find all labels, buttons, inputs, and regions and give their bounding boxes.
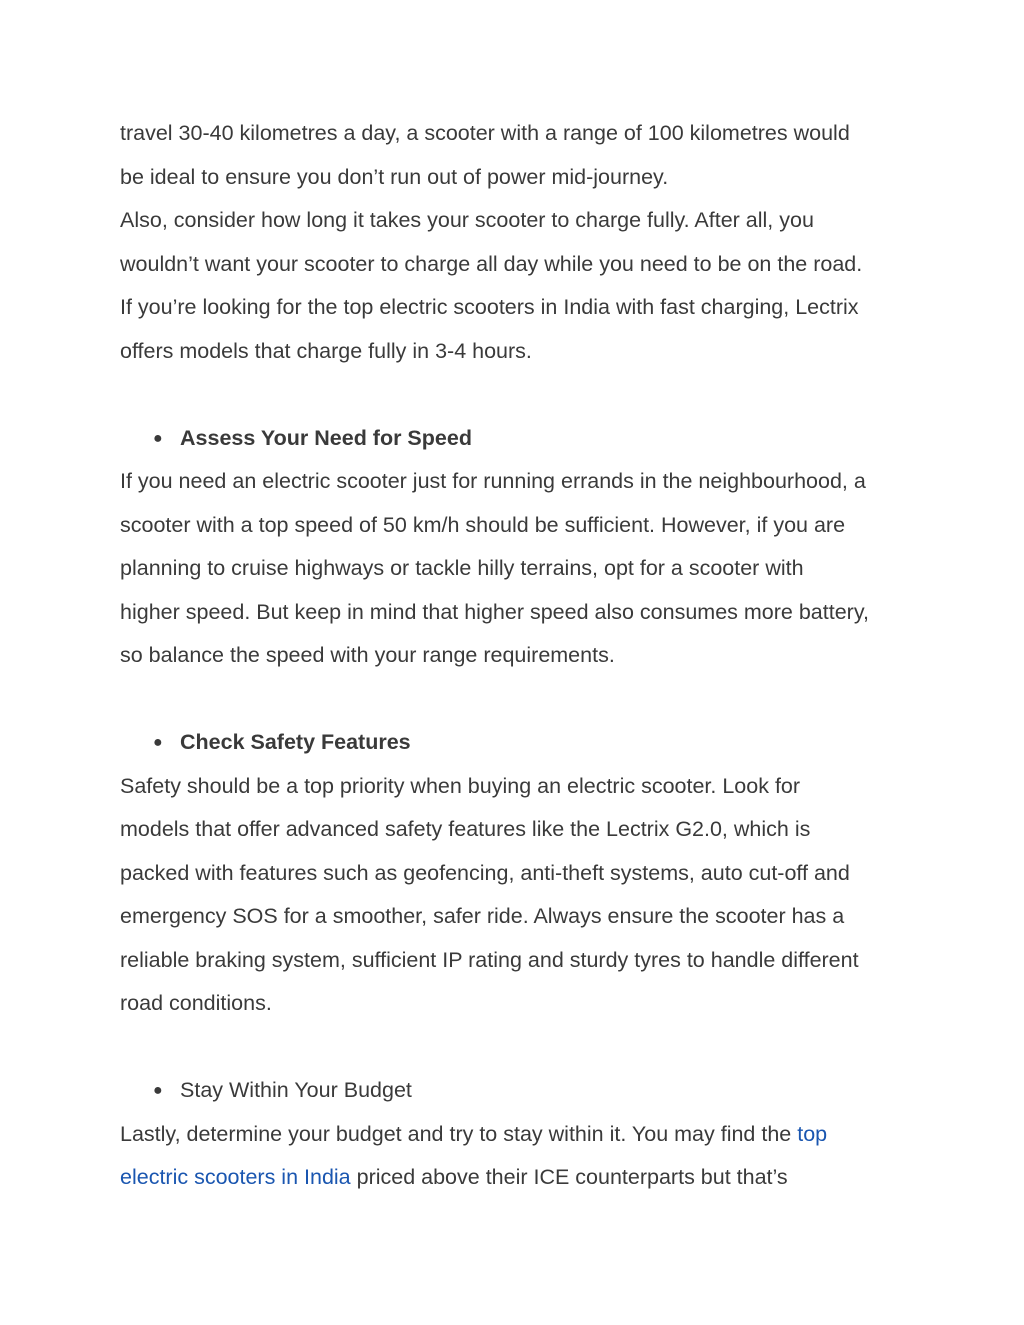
paragraph-line: Also, consider how long it takes your scooter to charge fully. After all, you [120,208,814,232]
paragraph-spacer [120,373,920,417]
paragraph-charging [120,199,920,373]
section-heading: Assess Your Need for Speed [180,425,472,450]
paragraph-line: If you need an electric scooter just for running errands in the neighbourhood, a [120,469,866,493]
bullet-icon: ● [153,734,163,751]
paragraph-line: emergency SOS for a smoother, safer ride. Always ensure the scooter has a [120,904,845,928]
document-page [120,112,920,1200]
paragraph-line: scooter with a top speed of 50 km/h should be sufficient. However, if you are [120,512,846,537]
paragraph-text: priced above their ICE counterparts but that’s [350,1165,788,1189]
section-budget [120,1069,920,1200]
bullet-icon: ● [153,429,163,447]
paragraph-line: so balance the speed with your range requirements. [120,643,615,667]
paragraph-line: reliable braking system, sufficient IP rating and sturdy tyres to handle different [120,947,859,972]
paragraph-line: travel 30-40 kilometres a day, a scooter with a range of 100 kilometres would [120,121,850,145]
paragraph-spacer [120,1026,920,1070]
section-speed [120,417,920,678]
link-top-electric-scooters[interactable]: top [797,1121,828,1146]
paragraph-line: road conditions. [120,991,272,1015]
bullet-item-budget [120,1069,920,1113]
paragraph-line: planning to cruise highways or tackle hilly terrains, opt for a scooter with [120,556,804,580]
paragraph-range [120,112,920,199]
section-heading: Check Safety Features [180,730,411,754]
paragraph-line: offers models that charge fully in 3-4 hours. [120,338,532,363]
paragraph-text: Lastly, determine your budget and try to stay within it. You may find the [120,1121,798,1146]
bullet-icon: ● [153,1082,163,1099]
link-top-electric-scooters-cont[interactable]: electric scooters in India [120,1165,351,1189]
section-heading: Stay Within Your Budget [180,1078,412,1102]
bullet-item-speed [120,417,920,461]
paragraph-line: models that offer advanced safety features like the Lectrix G2.0, which is [120,817,811,841]
paragraph-line [120,1156,920,1200]
paragraph-spacer [120,678,920,722]
paragraph-line: packed with features such as geofencing, anti-theft systems, auto cut-off and [120,860,850,885]
paragraph-line [120,1113,920,1157]
section-safety [120,721,920,1026]
paragraph-line: wouldn’t want your scooter to charge all day while you need to be on the road. [120,251,863,276]
bullet-item-safety [120,721,920,765]
paragraph-line: be ideal to ensure you don’t run out of power mid-journey. [120,164,669,189]
paragraph-line: higher speed. But keep in mind that higher speed also consumes more battery, [120,599,869,624]
paragraph-line: If you’re looking for the top electric scooters in India with fast charging, Lectrix [120,295,859,319]
paragraph-line: Safety should be a top priority when buying an electric scooter. Look for [120,773,801,798]
